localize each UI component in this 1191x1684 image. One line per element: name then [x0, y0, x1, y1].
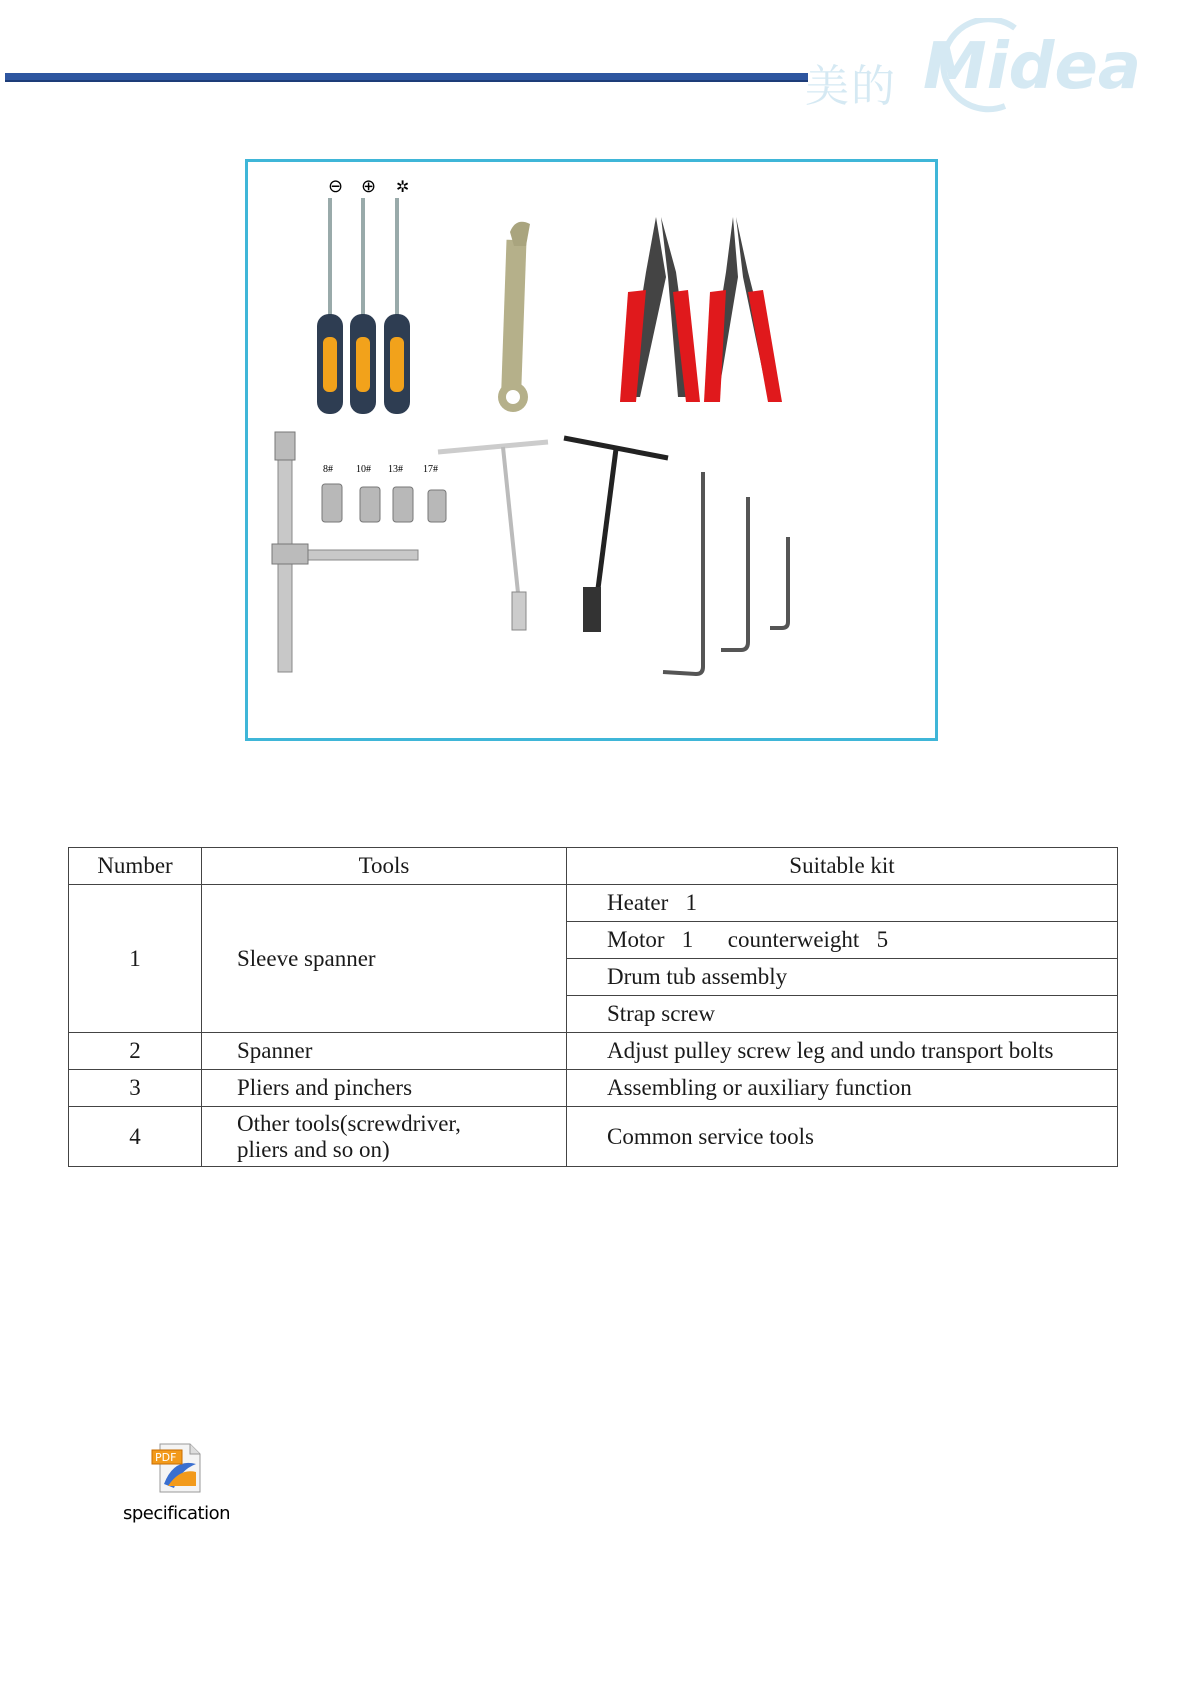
- socket-label: 13#: [388, 464, 403, 475]
- t-handle-wrenches-image: [438, 438, 668, 632]
- table-header-row: [69, 848, 1118, 885]
- brand-cn: 美的: [805, 61, 897, 112]
- row-tool-line: Other tools(screwdriver,: [237, 1110, 461, 1136]
- pdf-attachment-label[interactable]: specification: [123, 1503, 231, 1524]
- row-kit: Adjust pulley screw leg and undo transport bolts: [567, 1033, 1118, 1070]
- row-kit: Strap screw: [567, 996, 1118, 1033]
- tools-table: [68, 847, 1118, 1167]
- row-number: 2: [69, 1033, 202, 1070]
- row-tool: [202, 1107, 567, 1167]
- table-row: [69, 1107, 1118, 1167]
- pliers-image: [620, 217, 782, 402]
- socket-label: 17#: [423, 464, 438, 475]
- tools-photo: [245, 159, 938, 741]
- row-kit: Common service tools: [567, 1107, 1118, 1167]
- tip-torx: ✲: [396, 177, 410, 196]
- row-number: 4: [69, 1107, 202, 1167]
- row-tool: Spanner: [202, 1033, 567, 1070]
- header-number: Number: [69, 848, 202, 885]
- table-row: [69, 885, 1118, 922]
- socket-label: 8#: [323, 464, 333, 475]
- pdf-badge: PDF: [155, 1451, 177, 1464]
- pdf-attachment[interactable]: [118, 1440, 238, 1524]
- spanner-image: [498, 222, 530, 412]
- row-tool: Sleeve spanner: [202, 885, 567, 1033]
- table-row: [69, 1070, 1118, 1107]
- screwdriver-set-image: [317, 176, 410, 414]
- brand-en: Midea: [923, 30, 1142, 104]
- socket-wrench-set-image: [272, 432, 446, 672]
- table-row: [69, 1033, 1118, 1070]
- row-number: 1: [69, 885, 202, 1033]
- pdf-file-icon: [150, 1440, 206, 1496]
- row-number: 3: [69, 1070, 202, 1107]
- row-kit: Heater 1: [567, 885, 1118, 922]
- row-kit: Motor 1 counterweight 5: [567, 922, 1118, 959]
- row-kit: Drum tub assembly: [567, 959, 1118, 996]
- torx-keys-image: [663, 472, 788, 674]
- header-suitable-kit: Suitable kit: [567, 848, 1118, 885]
- socket-label: 10#: [356, 464, 371, 475]
- header-tools: Tools: [202, 848, 567, 885]
- row-tool-line: pliers and so on): [237, 1136, 390, 1162]
- tip-phillips: ⊕: [361, 176, 377, 197]
- row-kit: Assembling or auxiliary function: [567, 1070, 1118, 1107]
- brand-watermark: [805, 10, 1185, 110]
- header-rule: [5, 73, 808, 82]
- row-tool: Pliers and pinchers: [202, 1070, 567, 1107]
- tip-flat: ⊖: [328, 176, 344, 197]
